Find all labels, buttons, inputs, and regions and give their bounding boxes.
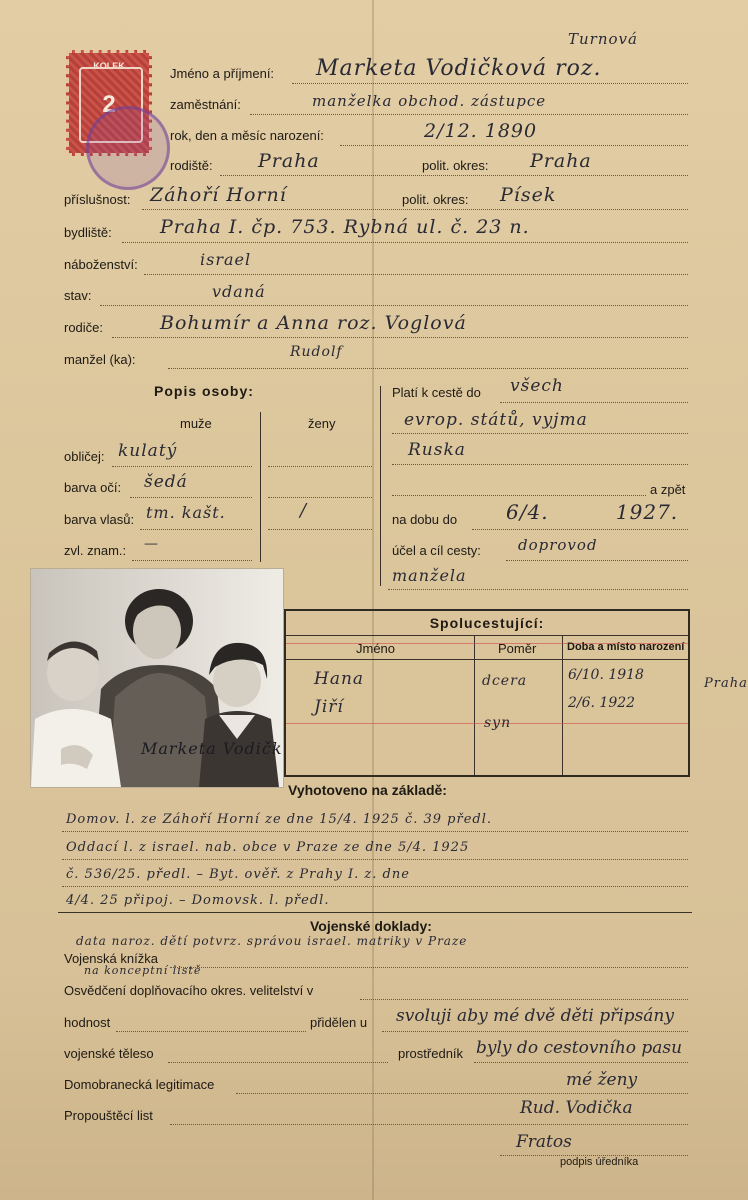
purpose-value-2: manžela [392, 566, 467, 585]
row-2-name: Jiří [314, 697, 344, 717]
domicile-label: příslušnost: [64, 192, 131, 207]
status-line [100, 304, 688, 306]
return-line [392, 494, 646, 496]
return-label: a zpět [650, 482, 686, 497]
home-label: Domobranecká legitimace [64, 1077, 215, 1092]
valid-value-1: všech [510, 376, 564, 396]
official-label: podpis úředníka [560, 1156, 639, 1168]
table-header-name: Jméno [356, 641, 396, 656]
birth-label: rok, den a měsíc narození: [170, 128, 324, 143]
release-line [170, 1123, 688, 1125]
birthplace-value: Praha [258, 150, 320, 172]
through-label: prostředník [398, 1046, 464, 1061]
marks-value: — [144, 536, 159, 552]
birthplace-line [220, 174, 688, 176]
col-men-label: muže [180, 416, 212, 431]
assigned-line [382, 1030, 688, 1032]
book-label: Vojenská knížka [64, 951, 158, 966]
district-label-1: polit. okres: [422, 158, 489, 173]
release-label: Propouštěcí list [64, 1108, 153, 1123]
valid-label: Platí k cestě do [392, 385, 481, 400]
valid-line-1 [500, 401, 688, 403]
rank-label: hodnost [64, 1015, 111, 1030]
valid-value-2: evrop. států, vyjma [404, 410, 588, 430]
marks-label: zvl. znam.: [64, 543, 127, 558]
occupation-label: zaměstnání: [170, 97, 241, 112]
companions-table [284, 609, 690, 777]
religion-line [144, 273, 688, 275]
table-col-rule-2 [562, 635, 563, 775]
description-title: Popis osoby: [154, 383, 254, 399]
hair-line-women [268, 528, 372, 530]
cert-label: Osvědčení doplňovacího okres. velitelství v [64, 983, 314, 998]
issued-line-2: Oddací l. z israel. nab. obce v Praze ze dne 5/4. 1925 [66, 840, 470, 855]
official-signature: Fratos [516, 1132, 572, 1152]
through-line [474, 1061, 688, 1063]
domicile-value: Záhoří Horní [150, 184, 287, 206]
spouse-label: manžel (ka): [64, 352, 136, 367]
residence-value: Praha I. čp. 753. Rybná ul. č. 23 n. [160, 216, 530, 238]
cert-line [360, 998, 688, 1000]
table-rule-header [286, 659, 688, 660]
official-seal [86, 106, 170, 190]
husband-signature: Rud. Vodička [520, 1098, 633, 1118]
marks-line [132, 559, 252, 561]
hair-line [140, 528, 252, 530]
domicile-line [142, 208, 688, 210]
col-women-label: ženy [308, 416, 336, 431]
maiden-name-value: Turnová [568, 30, 638, 48]
eyes-label: barva očí: [64, 480, 122, 495]
row-1-name: Hana [314, 669, 365, 689]
military-note-2: na konceptní listě [84, 964, 202, 977]
eyes-line-women [268, 496, 372, 498]
period-label: na dobu do [392, 512, 458, 527]
purpose-value-1: doprovod [518, 536, 598, 554]
consent-line-3: mé ženy [566, 1070, 638, 1090]
valid-line-2 [392, 432, 688, 434]
table-rule-top [286, 635, 688, 636]
companions-title: Spolucestující: [429, 615, 545, 631]
name-value: Marketa Vodičková roz. [316, 56, 602, 81]
occupation-line [250, 113, 688, 115]
military-title: Vojenské doklady: [310, 918, 432, 934]
spouse-line [168, 367, 688, 369]
row-2-birth: 2/6. 1922 [568, 695, 636, 711]
consent-line-1: svoluji aby mé dvě děti připsány [396, 1006, 674, 1026]
purpose-label: účel a cíl cesty: [392, 543, 481, 558]
parents-line [112, 336, 688, 338]
name-label: Jméno a příjmení: [170, 66, 275, 81]
issued-rule-2 [62, 858, 688, 860]
paper-fold [372, 0, 374, 1200]
face-label: obličej: [64, 449, 105, 464]
issued-rule-1 [62, 830, 688, 832]
row-1-relation: dcera [482, 673, 528, 689]
place-note: Praha [704, 676, 748, 691]
issued-rule-3 [62, 885, 688, 887]
status-value: vdaná [212, 282, 266, 301]
women-mark: / [300, 500, 308, 521]
section-rule [58, 912, 692, 913]
home-line [236, 1092, 688, 1094]
book-line [170, 966, 688, 968]
face-value: kulatý [118, 441, 178, 461]
stamp-value: 2 [102, 91, 116, 118]
travel-divider [380, 386, 381, 586]
consent-line-2: byly do cestovního pasu [476, 1038, 683, 1058]
valid-value-3: Ruska [408, 440, 466, 460]
name-line [292, 82, 688, 84]
issued-line-4: 4/4. 25 připoj. – Domovsk. l. předl. [66, 893, 330, 908]
military-note-1: data naroz. dětí potvrz. správou israel. matriky v Praze [76, 934, 468, 948]
face-line [112, 465, 252, 467]
face-line-women [268, 465, 372, 467]
table-header-relation: Poměr [498, 641, 537, 656]
purpose-line [506, 559, 688, 561]
description-divider [260, 412, 261, 562]
hair-value: tm. kašt. [146, 503, 226, 522]
unit-line [168, 1061, 388, 1063]
assigned-label: přidělen u [310, 1015, 368, 1030]
parents-value: Bohumír a Anna roz. Voglová [160, 312, 467, 334]
spouse-value: Rudolf [290, 344, 343, 360]
valid-line-3 [392, 463, 688, 465]
row-2-relation: syn [484, 715, 512, 731]
issued-line-3: č. 536/25. předl. – Byt. ověř. z Prahy I. z. dne [66, 867, 410, 882]
row-1-birth: 6/10. 1918 [568, 667, 644, 683]
status-label: stav: [64, 288, 92, 303]
period-line [472, 528, 688, 530]
issued-line-1: Domov. l. ze Záhoří Horní ze dne 15/4. 1925 č. 39 předl. [66, 812, 493, 827]
unit-label: vojenské těleso [64, 1046, 154, 1061]
birthplace-label: rodiště: [170, 158, 213, 173]
occupation-value: manželka obchod. zástupce [312, 92, 547, 110]
eyes-value: šedá [144, 472, 188, 492]
birth-line [340, 144, 688, 146]
district-value-1: Praha [530, 150, 592, 172]
table-header-birth: Doba a místo narození [567, 641, 685, 653]
district-label-2: polit. okres: [402, 192, 469, 207]
table-col-rule-1 [474, 635, 475, 775]
birth-value: 2/12. 1890 [424, 120, 538, 142]
residence-label: bydliště: [64, 225, 112, 240]
hair-label: barva vlasů: [64, 512, 135, 527]
purpose-line-2 [388, 588, 688, 590]
residence-line [122, 241, 688, 243]
religion-label: náboženství: [64, 257, 138, 272]
rank-line [116, 1030, 306, 1032]
district-value-2: Písek [500, 184, 557, 206]
parents-label: rodiče: [64, 320, 104, 335]
photo-signature: Marketa Vodičk [141, 739, 283, 758]
religion-value: israel [200, 250, 252, 269]
passport-photo [30, 568, 284, 788]
eyes-line [130, 496, 252, 498]
period-value: 6/4. 1927. [506, 500, 679, 524]
stamp-top-text: KOLEK [93, 61, 125, 71]
issued-title: Vyhotoveno na základě: [288, 782, 447, 798]
